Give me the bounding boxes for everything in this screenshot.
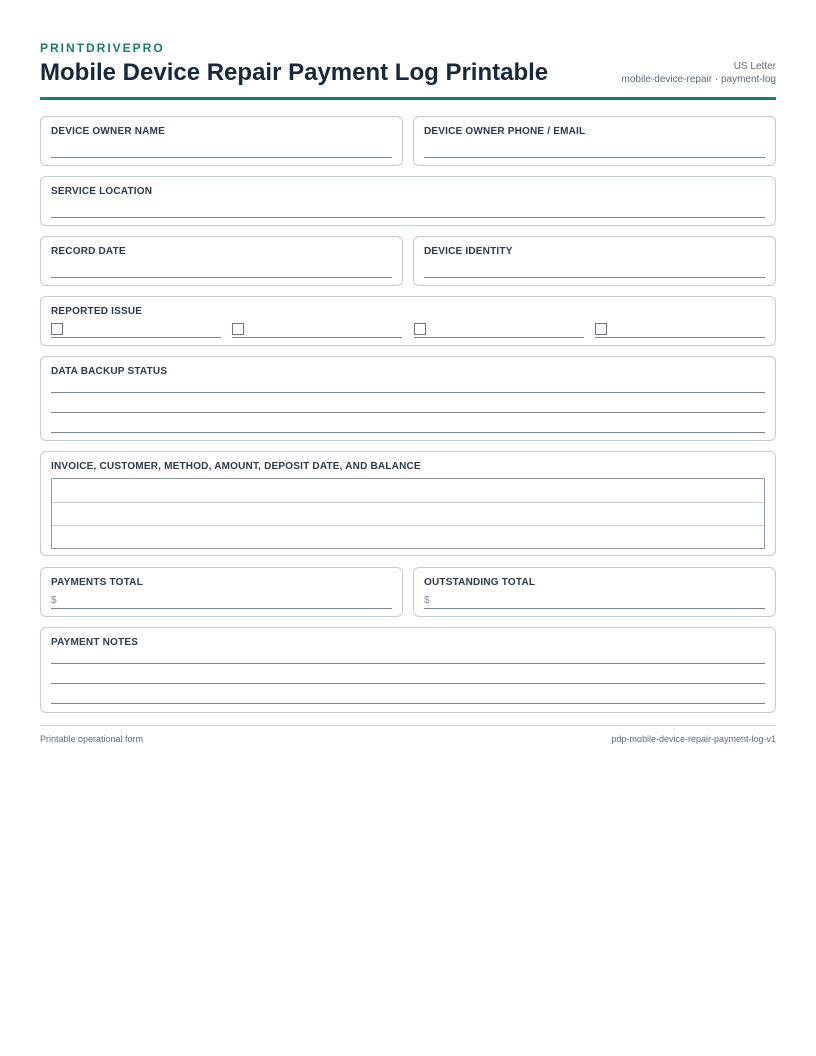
reported-issue-field	[40, 296, 776, 346]
footer-rule	[40, 725, 776, 726]
brand-name: PRINTDRIVEPRO	[40, 41, 165, 55]
backup-line-3[interactable]	[51, 432, 765, 433]
footer-form-id: pdp-mobile-device-repair-payment-log-v1	[611, 734, 776, 744]
payment-notes-field[interactable]	[40, 627, 776, 713]
table-row-divider-2	[52, 525, 764, 526]
owner-name-label: DEVICE OWNER NAME	[51, 126, 165, 137]
owner-contact-line[interactable]	[424, 157, 765, 158]
issue-line-4[interactable]	[595, 337, 765, 338]
record-date-label: RECORD DATE	[51, 246, 126, 257]
table-row-divider-1	[52, 502, 764, 503]
issue-line-3[interactable]	[414, 337, 584, 338]
payment-table-label: INVOICE, CUSTOMER, METHOD, AMOUNT, DEPOSIT DATE, AND BALANCE	[51, 461, 421, 472]
service-location-line[interactable]	[51, 217, 765, 218]
record-date-field[interactable]	[40, 236, 403, 286]
device-identity-label: DEVICE IDENTITY	[424, 246, 513, 257]
issue-checkbox-3[interactable]	[414, 323, 426, 335]
backup-line-1[interactable]	[51, 392, 765, 393]
backup-line-2[interactable]	[51, 412, 765, 413]
payments-total-line[interactable]	[51, 608, 392, 609]
notes-line-3[interactable]	[51, 703, 765, 704]
owner-name-line[interactable]	[51, 157, 392, 158]
outstanding-total-label: OUTSTANDING TOTAL	[424, 577, 536, 588]
service-location-label: SERVICE LOCATION	[51, 186, 153, 197]
issue-line-1[interactable]	[51, 337, 221, 338]
issue-checkbox-1[interactable]	[51, 323, 63, 335]
owner-name-field[interactable]	[40, 116, 403, 166]
record-date-line[interactable]	[51, 277, 392, 278]
service-location-field[interactable]	[40, 176, 776, 226]
reported-issue-label: REPORTED ISSUE	[51, 306, 143, 317]
payments-total-label: PAYMENTS TOTAL	[51, 577, 143, 588]
footer-left-text: Printable operational form	[40, 734, 144, 744]
notes-line-1[interactable]	[51, 663, 765, 664]
notes-line-2[interactable]	[51, 683, 765, 684]
page-title: Mobile Device Repair Payment Log Printable	[40, 59, 549, 86]
data-backup-status-field[interactable]	[40, 356, 776, 441]
payment-table[interactable]	[51, 478, 765, 549]
payments-total-field[interactable]	[40, 567, 403, 617]
issue-line-2[interactable]	[232, 337, 402, 338]
issue-checkbox-4[interactable]	[595, 323, 607, 335]
owner-contact-field[interactable]	[413, 116, 776, 166]
outstanding-total-field[interactable]	[413, 567, 776, 617]
outstanding-total-line[interactable]	[424, 608, 765, 609]
owner-contact-label: DEVICE OWNER PHONE / EMAIL	[424, 126, 586, 137]
data-backup-status-label: DATA BACKUP STATUS	[51, 366, 168, 377]
form-slug: mobile-device-repair · payment-log	[621, 74, 776, 85]
payments-total-currency: $	[51, 595, 57, 606]
header-rule	[40, 97, 776, 100]
payment-notes-label: PAYMENT NOTES	[51, 637, 139, 648]
issue-checkbox-2[interactable]	[232, 323, 244, 335]
payment-table-section	[40, 451, 776, 556]
paper-size: US Letter	[733, 61, 776, 72]
device-identity-line[interactable]	[424, 277, 765, 278]
device-identity-field[interactable]	[413, 236, 776, 286]
outstanding-total-currency: $	[424, 595, 430, 606]
page-meta	[621, 60, 776, 86]
